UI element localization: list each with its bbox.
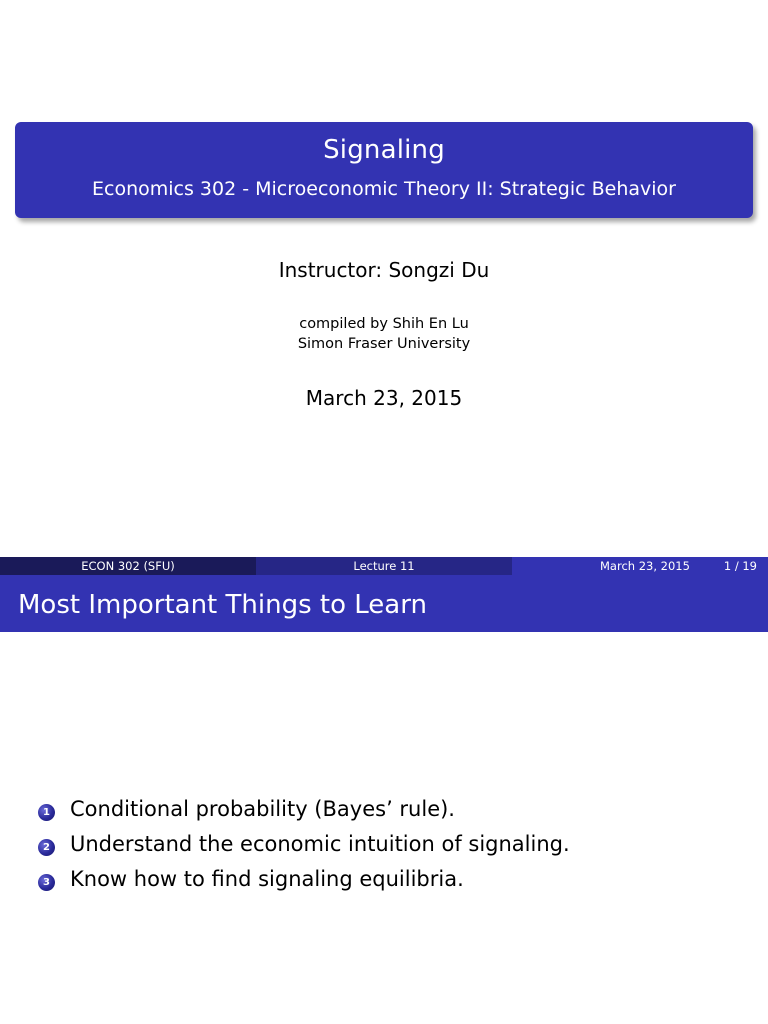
footline [0,557,768,575]
presentation-date: March 23, 2015 [305,386,463,410]
content-slide [0,575,768,1024]
instructor: Instructor: Songzi Du [278,258,490,282]
presentation-title: Signaling [323,135,445,165]
presentation-subtitle: Economics 302 - Microeconomic Theory II: Strategic Behavior [92,178,676,200]
footer-course: ECON 302 (SFU) [81,559,175,573]
title-box [15,122,753,218]
enumerate-number-bullet: 2 [38,839,55,856]
footline-date [512,557,768,575]
institution: Simon Fraser University [297,336,471,352]
enumerate-number-bullet: 1 [38,804,55,821]
footer-lecture: Lecture 11 [256,557,512,575]
page-number: 1 / 19 [723,559,757,573]
enumerate-number-bullet: 3 [38,874,55,891]
footline-author [0,557,256,575]
list-item-text: Know how to find signaling equilibria. [70,867,464,891]
frame-title: Most Important Things to Learn [18,590,427,620]
list-item-text: Understand the economic intuition of signaling. [70,832,570,856]
frame-title-bar [0,575,768,632]
footer-date: March 23, 2015 [600,559,690,573]
compiled-by: compiled by Shih En Lu [299,316,469,332]
list-item-text: Conditional probability (Bayes’ rule). [70,797,455,821]
